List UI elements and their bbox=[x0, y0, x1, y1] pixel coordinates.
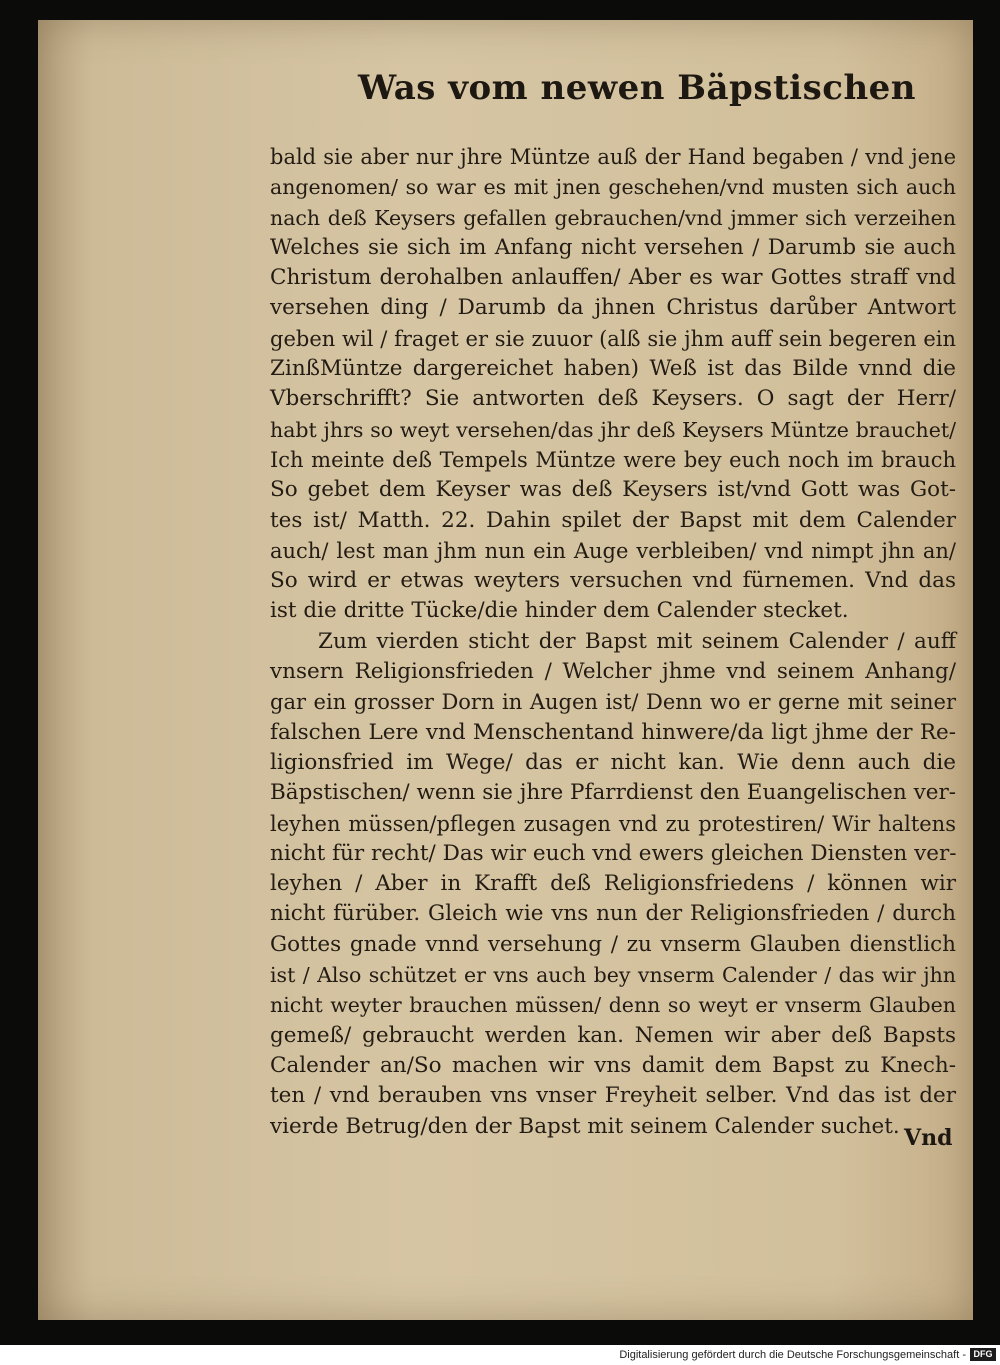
page-body-text bbox=[270, 142, 970, 1142]
text-line: versehen ding / Darumb da jhnen Christus darůber Antwort bbox=[270, 295, 956, 321]
text-line: geben wil / fraget er sie zuuor (alß sie jhm auff sein begeren ein bbox=[270, 326, 956, 351]
text-line: nach deß Keysers gefallen gebrauchen/vnd jmmer sich verzeihen bbox=[270, 205, 956, 230]
text-line: ist die dritte Tücke/die hinder dem Calender stecket. bbox=[270, 598, 849, 624]
text-line: ten / vnd berauben vns vnser Freyheit selber. Vnd das ist der bbox=[270, 1083, 956, 1109]
text-line: nicht fürüber. Gleich wie vns nun der Religionsfrieden / durch bbox=[270, 901, 956, 927]
text-line: So gebet dem Keyser was deß Keysers ist/vnd Gott was Got- bbox=[270, 477, 956, 503]
text-line: habt jhrs so weyt versehen/das jhr deß Keysers Müntze brauchet/ bbox=[270, 417, 956, 442]
text-line: vierde Betrug/den der Bapst mit seinem Calender suchet. bbox=[270, 1113, 900, 1139]
text-line: falschen Lere vnd Menschentand hinwere/da ligt jhme der Re- bbox=[270, 719, 956, 745]
text-line: nicht weyter brauchen müssen/ denn so weyt er vnserm Glauben bbox=[270, 993, 956, 1018]
text-line: Calender an/So machen wir vns damit dem Bapst zu Knech- bbox=[270, 1052, 956, 1078]
text-line: gar ein grosser Dorn in Augen ist/ Denn wo er gerne mit seiner bbox=[270, 690, 956, 715]
text-line: leyhen müssen/pflegen zusagen vnd zu protestiren/ Wir haltens bbox=[270, 811, 956, 836]
text-line: vnsern Religionsfrieden / Welcher jhme vnd seinem Anhang/ bbox=[270, 659, 956, 685]
text-line: bald sie aber nur jhre Müntze auß der Hand begaben / vnd jene bbox=[270, 145, 956, 169]
text-line: tes ist/ Matth. 22. Dahin spilet der Bapst mit dem Calender bbox=[270, 507, 956, 533]
funding-credit: Digitalisierung gefördert durch die Deutsche Forschungsgemeinschaft - bbox=[619, 1349, 966, 1361]
dfg-logo: DFG bbox=[970, 1348, 996, 1361]
text-line: So wird er etwas weyters versuchen vnd fürnemen. Vnd das bbox=[270, 568, 956, 594]
text-line: auch/ lest man jhm nun ein Auge verbleiben/ vnd nimpt jhn an/ bbox=[270, 538, 956, 563]
text-line: Bäpstischen/ wenn sie jhre Pfarrdienst den Euangelischen ver- bbox=[270, 780, 956, 806]
text-line: Ich meinte deß Tempels Müntze were bey euch noch im brauch bbox=[270, 447, 956, 472]
text-line: Christum derohalben anlauffen/ Aber es war Gottes straff vnd bbox=[270, 265, 956, 291]
running-head: Was vom newen Bäpstischen bbox=[358, 68, 917, 108]
catchword: Vnd bbox=[904, 1125, 953, 1151]
text-line: leyhen / Aber in Krafft deß Religionsfriedens / können wir bbox=[270, 871, 956, 897]
text-line: Welches sie sich im Anfang nicht versehen / Darumb sie auch bbox=[270, 234, 956, 260]
text-line: ist / Also schützet er vns auch bey vnserm Calender / das wir jhn bbox=[270, 963, 956, 988]
text-line: angenomen/ so war es mit jnen geschehen/vnd musten sich auch bbox=[270, 175, 956, 200]
text-line: ZinßMüntze dargereichet haben) Weß ist das Bilde vnnd die bbox=[270, 356, 956, 382]
paragraph-first-line: Zum vierden sticht der Bapst mit seinem Calender / auff bbox=[318, 628, 956, 654]
text-line: gemeß/ gebraucht werden kan. Nemen wir aber deß Bapsts bbox=[270, 1022, 956, 1048]
text-line: Gottes gnade vnnd versehung / zu vnserm Glauben dienstlich bbox=[270, 931, 956, 957]
text-line: nicht für recht/ Das wir euch vnd ewers gleichen Diensten ver- bbox=[270, 840, 957, 866]
text-line: Vberschrifft? Sie antworten deß Keysers. O sagt der Herr/ bbox=[270, 386, 956, 412]
text-line: ligionsfried im Wege/ das er nicht kan. Wie denn auch die bbox=[270, 749, 956, 775]
